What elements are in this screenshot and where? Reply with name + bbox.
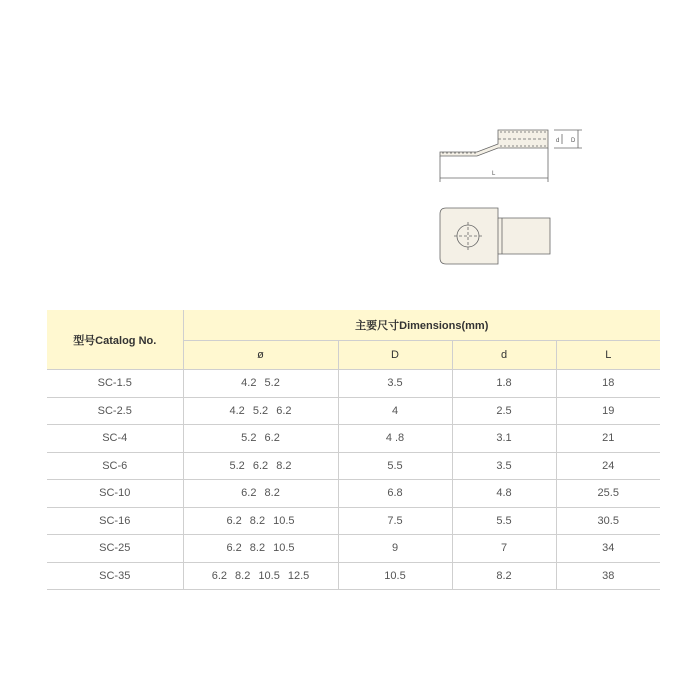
table-row — [47, 452, 660, 480]
cell-stud-diameter: 6.2 8.2 10.5 — [183, 535, 338, 563]
cell-model: SC-1.5 — [47, 370, 183, 398]
cell-outer-diameter: 3.5 — [338, 370, 452, 398]
cell-model: SC-35 — [47, 562, 183, 590]
cell-outer-diameter: 4 — [338, 397, 452, 425]
cell-inner-diameter: 5.5 — [452, 507, 556, 535]
lug-side-view-drawing — [440, 130, 582, 182]
dimensions-header: 主要尺寸Dimensions(mm) — [183, 310, 660, 341]
lug-top-view-drawing — [440, 208, 550, 264]
cell-model: SC-4 — [47, 425, 183, 453]
technical-drawing — [432, 118, 588, 278]
dim-label-length: L — [492, 171, 496, 177]
cell-inner-diameter: 2.5 — [452, 397, 556, 425]
cell-stud-diameter: 5.2 6.2 — [183, 425, 338, 453]
cell-length: 38 — [556, 562, 660, 590]
cell-stud-diameter: 4.2 5.2 6.2 — [183, 397, 338, 425]
column-header-length: L — [556, 341, 660, 370]
cell-model: SC-10 — [47, 480, 183, 508]
dimensions-table — [47, 310, 660, 590]
cell-outer-diameter: 6.8 — [338, 480, 452, 508]
cell-model: SC-6 — [47, 452, 183, 480]
cell-model: SC-16 — [47, 507, 183, 535]
cell-outer-diameter: 9 — [338, 535, 452, 563]
column-header-stud-diameter: ø — [183, 341, 338, 370]
lug-drawing-svg — [432, 118, 588, 278]
cell-length: 34 — [556, 535, 660, 563]
cell-length: 18 — [556, 370, 660, 398]
table-row — [47, 480, 660, 508]
catalog-header: 型号Catalog No. — [47, 310, 183, 370]
table-row — [47, 397, 660, 425]
cell-length: 25.5 — [556, 480, 660, 508]
table-row — [47, 507, 660, 535]
cell-inner-diameter: 7 — [452, 535, 556, 563]
cell-stud-diameter: 6.2 8.2 — [183, 480, 338, 508]
column-header-inner-diameter: d — [452, 341, 556, 370]
cell-stud-diameter: 4.2 5.2 — [183, 370, 338, 398]
cell-model: SC-25 — [47, 535, 183, 563]
cell-stud-diameter: 6.2 8.2 10.5 — [183, 507, 338, 535]
table-row — [47, 562, 660, 590]
cell-inner-diameter: 8.2 — [452, 562, 556, 590]
cell-stud-diameter: 5.2 6.2 8.2 — [183, 452, 338, 480]
cell-length: 24 — [556, 452, 660, 480]
dim-label-inner-diameter: d — [556, 138, 560, 144]
cell-outer-diameter: 5.5 — [338, 452, 452, 480]
cell-outer-diameter: 7.5 — [338, 507, 452, 535]
cell-inner-diameter: 3.5 — [452, 452, 556, 480]
cell-length: 30.5 — [556, 507, 660, 535]
cell-length: 21 — [556, 425, 660, 453]
table-row — [47, 370, 660, 398]
cell-outer-diameter: 4 .8 — [338, 425, 452, 453]
cell-inner-diameter: 4.8 — [452, 480, 556, 508]
cell-length: 19 — [556, 397, 660, 425]
cell-outer-diameter: 10.5 — [338, 562, 452, 590]
cell-inner-diameter: 1.8 — [452, 370, 556, 398]
cell-stud-diameter: 6.2 8.2 10.5 12.5 — [183, 562, 338, 590]
column-header-outer-diameter: D — [338, 341, 452, 370]
dim-label-outer-diameter: D — [571, 138, 576, 144]
table-row — [47, 535, 660, 563]
table-row — [47, 425, 660, 453]
cell-model: SC-2.5 — [47, 397, 183, 425]
cell-inner-diameter: 3.1 — [452, 425, 556, 453]
